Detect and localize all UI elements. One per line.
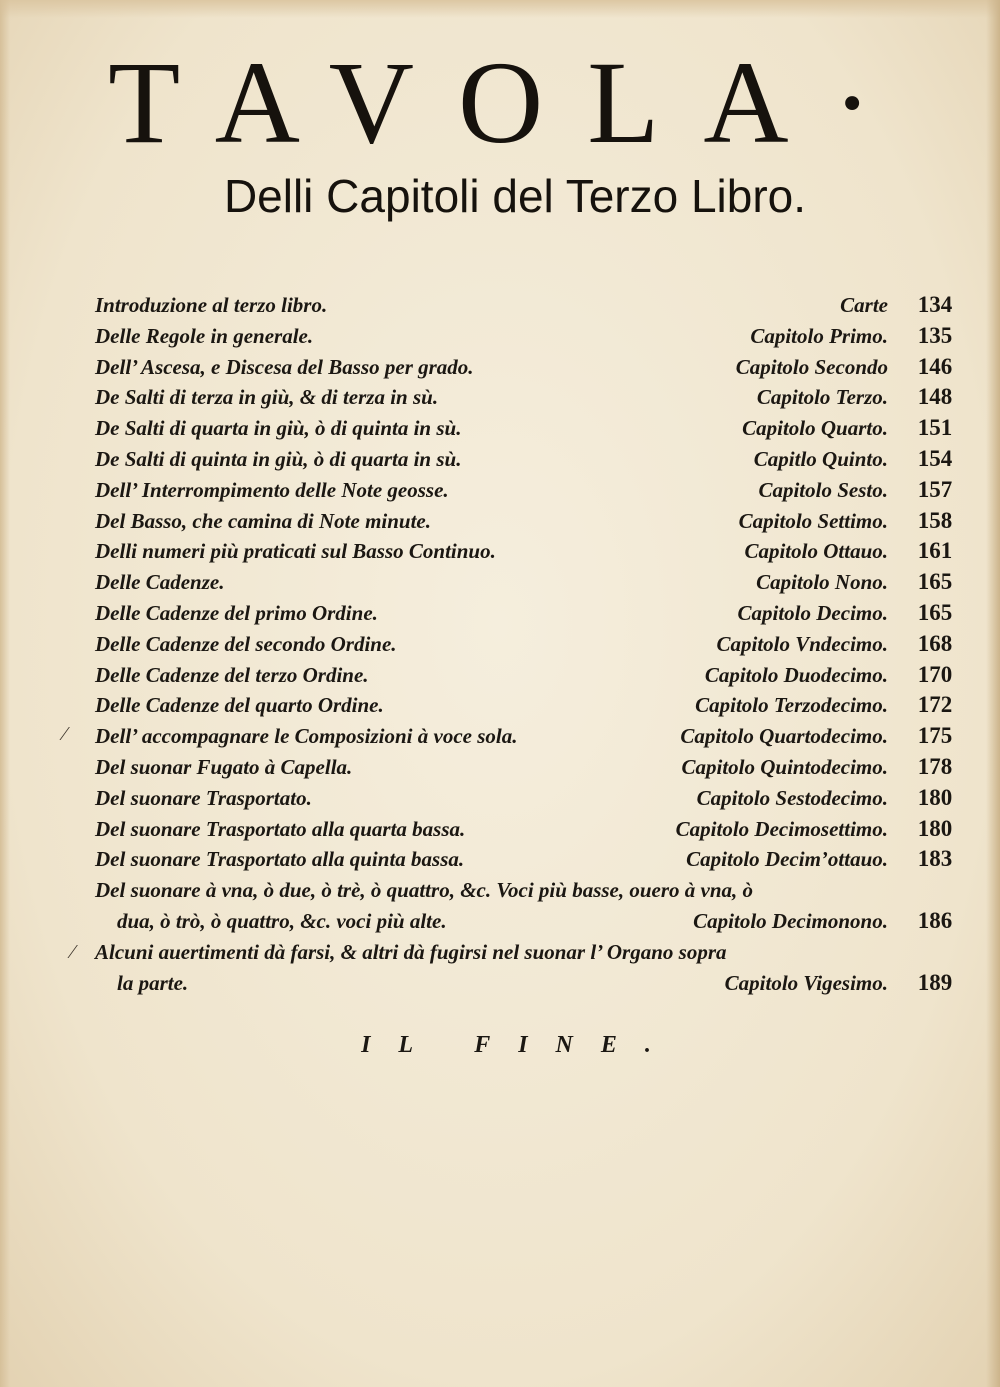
toc-row [95,814,975,845]
entry-page: 175 [917,723,953,749]
entry-page: 168 [917,630,953,656]
entry-chapter: Capitolo Terzodecimo. [695,693,888,718]
table-of-contents [63,290,975,998]
entry-description: De Salti di quinta in giù, ò di quarta in sù. [95,446,462,471]
entry-chapter: Capitolo Decimonono. [693,908,888,933]
check-mark-icon: ⁄ [63,723,67,746]
entry-chapter: Capitolo Sestodecimo. [696,785,888,810]
entry-description: Del suonare Trasportato alla quinta bassa. [95,847,465,872]
toc-row [95,352,975,383]
toc-row [95,660,975,691]
entry-description: Dell’ accompagnare le Composizioni à voce sola. [95,724,518,749]
entry-description: Del suonare Trasportato alla quarta bassa. [95,816,466,841]
entry-page: 146 [917,353,953,379]
entry-page: 165 [917,569,953,595]
entry-page: 180 [917,784,953,810]
toc-row [95,968,975,999]
entry-chapter: Capitolo Decimo. [737,600,888,625]
entry-page: 151 [917,415,953,441]
entry-page: 183 [917,846,953,872]
entry-page: 172 [917,692,953,718]
entry-description: dua, ò trò, ò quattro, &c. voci più alte. [117,908,447,933]
toc-row [95,536,975,567]
toc-row [95,690,975,721]
entry-page: 148 [917,384,953,410]
entry-page: 157 [917,476,953,502]
toc-row [95,506,975,537]
entry-page: 189 [917,969,953,995]
entry-chapter: Capitolo Nono. [756,570,888,595]
toc-row [71,937,975,968]
entry-page: 186 [917,907,953,933]
toc-row [95,752,975,783]
toc-row [95,413,975,444]
toc-row [95,906,975,937]
entry-page: 165 [917,599,953,625]
entry-description: Delle Cadenze. [95,570,225,595]
page-edge-top [0,0,1000,18]
toc-row [95,844,975,875]
toc-row [95,629,975,660]
colophon-il-fine: IL FINE. [361,1032,679,1058]
entry-description: Delle Regole in generale. [95,323,314,348]
entry-description: Delle Cadenze del secondo Ordine. [95,631,397,656]
entry-page: 134 [917,292,953,317]
entry-chapter: Capitolo Secondo [735,354,888,379]
toc-row [95,321,975,352]
toc-row [95,290,975,321]
entry-chapter: Capitolo Terzo. [756,385,888,410]
toc-row [95,783,975,814]
toc-row [95,475,975,506]
entry-chapter: Carte [840,293,888,317]
entry-chapter: Capitlo Quinto. [753,446,888,471]
entry-description: De Salti di terza in giù, & di terza in sù. [95,385,439,410]
entry-page: 158 [917,507,953,533]
entry-page: 170 [917,661,953,687]
entry-chapter: Capitolo Ottauo. [744,539,888,564]
entry-chapter: Capitolo Quintodecimo. [681,754,888,779]
entry-chapter: Capitolo Primo. [750,323,888,348]
entry-description: Dell’ Ascesa, e Discesa del Basso per grado. [95,354,474,379]
entry-description: Introduzione al terzo libro. [95,293,328,317]
entry-chapter: Capitolo Decim’ottauo. [686,847,888,872]
toc-row [95,875,975,906]
entry-description: Del Basso, che camina di Note minute. [95,508,431,533]
entry-description: Del suonare à vna, ò due, ò trè, ò quattro, &c. Voci più basse, ouero à vna, ò [95,878,754,903]
entry-page: 178 [917,753,953,779]
toc-row [63,721,975,752]
entry-description: Delli numeri più praticati sul Basso Continuo. [95,539,496,564]
entry-chapter: Capitolo Quartodecimo. [680,724,888,749]
entry-page: 161 [917,538,953,564]
entry-description: Delle Cadenze del quarto Ordine. [95,693,384,718]
entry-description: Del suonare Trasportato. [95,785,312,810]
entry-description: Dell’ Interrompimento delle Note geosse. [95,477,449,502]
toc-row [95,444,975,475]
entry-page: 135 [917,322,953,348]
page-title: TAVOLA· [108,37,916,168]
entry-chapter: Capitolo Quarto. [742,416,888,441]
entry-chapter: Capitolo Duodecimo. [704,662,888,687]
toc-row [95,382,975,413]
entry-description: De Salti di quarta in giù, ò di quinta in sù. [95,416,462,441]
entry-chapter: Capitolo Settimo. [738,508,888,533]
entry-description: la parte. [117,970,189,995]
toc-row [95,598,975,629]
entry-description: Delle Cadenze del primo Ordine. [95,600,378,625]
entry-page: 180 [917,815,953,841]
entry-chapter: Capitolo Sesto. [758,477,888,502]
entry-chapter: Capitolo Decimosettimo. [675,816,888,841]
entry-description: Del suonar Fugato à Capella. [95,754,353,779]
entry-chapter: Capitolo Vndecimo. [716,631,888,656]
toc-row [95,567,975,598]
page-subtitle: Delli Capitoli del Terzo Libro. [223,170,807,222]
entry-description: Alcuni auertimenti dà farsi, & altri dà fugirsi nel suonar l’ Organo sopra [95,939,727,964]
entry-page: 154 [917,445,953,471]
entry-description: Delle Cadenze del terzo Ordine. [95,662,369,687]
check-mark-icon: ⁄ [71,940,75,963]
entry-chapter: Capitolo Vigesimo. [724,970,888,995]
